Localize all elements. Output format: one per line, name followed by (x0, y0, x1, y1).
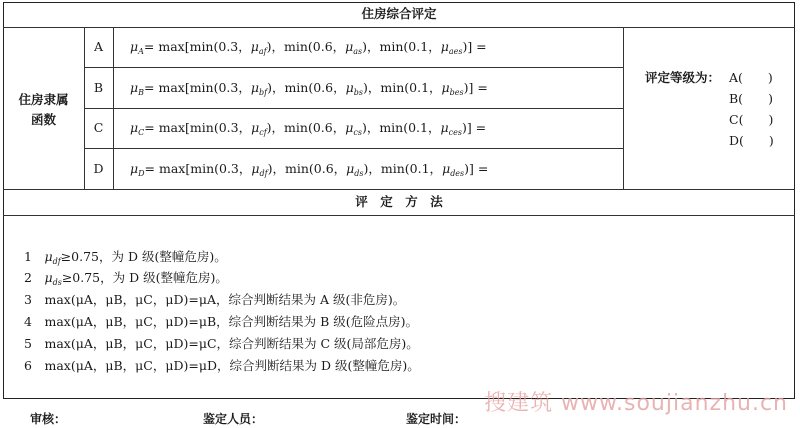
row-letter: C (93, 120, 104, 135)
row-letter: A (93, 39, 104, 54)
rule-item: 6 max(μA，μB，μC，μD)=μD，综合判断结果为 D 级(整幢危房)。 (24, 358, 420, 373)
grade-option-b[interactable]: B( ) (729, 91, 773, 106)
row-letter: D (93, 161, 104, 176)
group-label: 函数 (30, 112, 56, 127)
appraiser-label: 鉴定人员： (203, 412, 264, 426)
review-label: 审核： (30, 412, 67, 426)
grade-option-d[interactable]: D( ) (729, 133, 774, 148)
group-label: 住房隶属 (18, 92, 69, 107)
divider (84, 67, 623, 68)
divider (3, 215, 795, 216)
grade-option-a[interactable]: A( ) (729, 70, 773, 85)
rule-item: 2 $\mu_{ds}\ge 0.75$，为 D 级(整幢危房)。 (24, 270, 228, 287)
formula-row: $\mu_A= \max[\min(0.3$，$\mu_{af}$)，min(0.6，$\mu_{as}$)，min(0.1，$\mu_{aes}$)] = (130, 39, 487, 56)
rule-item: 3 max(μA，μB，μC，μD)=μA，综合判断结果为 A 级(非危房)。 (24, 292, 406, 307)
rule-item: 1 $\mu_{df}\ge 0.75$，为 D 级(整幢危房)。 (24, 249, 227, 266)
formula-row: $\mu_C= \max[\min(0.3$，$\mu_{cf}$)，min(0.6，$\mu_{cs}$)，min(0.1，$\mu_{ces}$)] = (130, 120, 487, 137)
divider (84, 108, 623, 109)
row-letter: B (93, 80, 104, 95)
watermark: 搜建筑 www.soujianzhu.cn (484, 391, 788, 416)
rule-item: 5 max(μA，μB，μC，μD)=μC，综合判断结果为 C 级(局部危房)。 (24, 336, 419, 351)
divider (84, 148, 623, 149)
grade-label: 评定等级为： (645, 70, 721, 85)
formula-row: $\mu_B= \max[\min(0.3$，$\mu_{bf}$)，min(0.6，$\mu_{bs}$)，min(0.1，$\mu_{bes}$)] = (130, 80, 488, 97)
formula-row: $\mu_D= \max[\min(0.3$，$\mu_{df}$)，min(0.6，$\mu_{ds}$)，min(0.1，$\mu_{des}$)] = (130, 161, 489, 178)
method-title: 评 定 方 法 (355, 194, 443, 209)
divider (623, 27, 624, 189)
divider (3, 27, 795, 28)
time-label: 鉴定时间： (406, 412, 467, 426)
form-title: 住房综合评定 (361, 6, 437, 21)
rule-item: 4 max(μA，μB，μC，μD)=μB，综合判断结果为 B 级(危险点房)。 (24, 314, 419, 329)
divider (3, 189, 795, 190)
grade-option-c[interactable]: C( ) (729, 112, 774, 127)
